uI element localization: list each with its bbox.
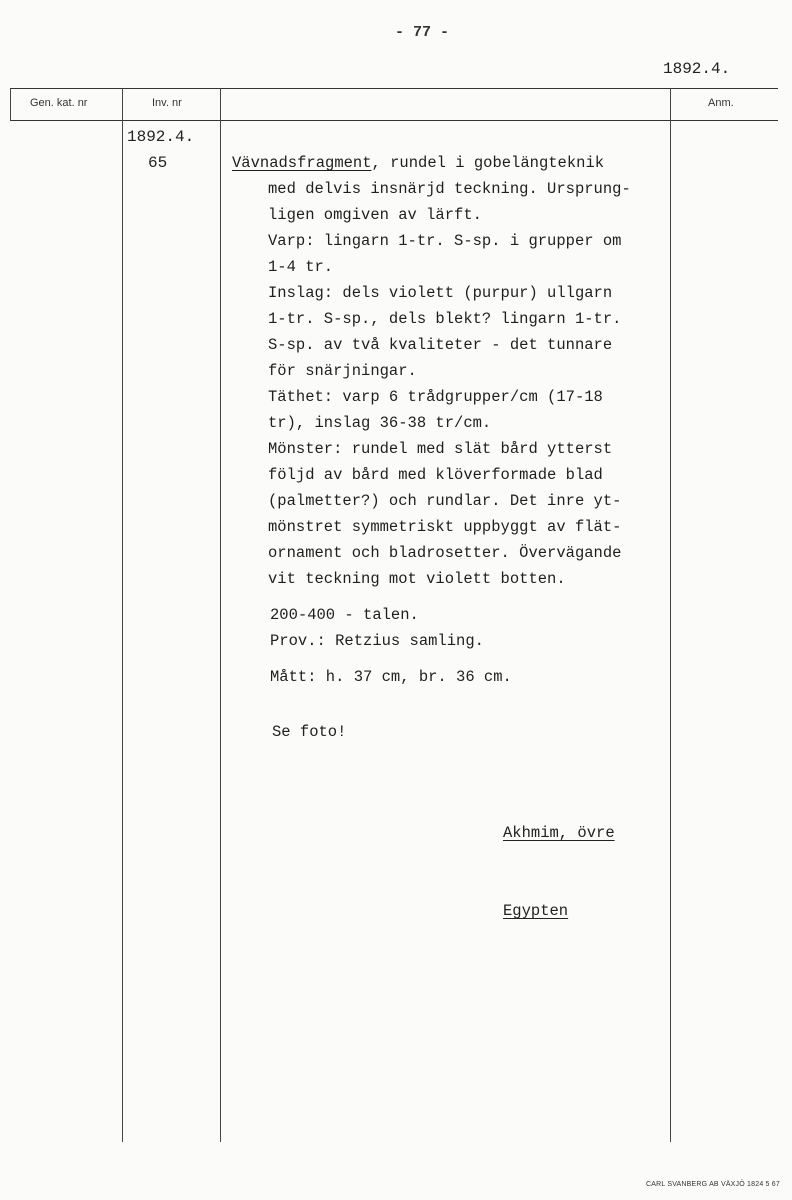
page-number: - 77 -	[395, 24, 450, 41]
description-title-line	[232, 150, 604, 176]
description-line: 1-tr. S-sp., dels blekt? lingarn 1-tr.	[268, 310, 622, 328]
description-line: tr), inslag 36-38 tr/cm.	[268, 414, 492, 432]
inventory-number	[127, 124, 194, 176]
inventory-item: 65	[148, 154, 168, 172]
location-line-1: Akhmim, övre	[503, 824, 615, 842]
description-line: Täthet: varp 6 trådgrupper/cm (17-18	[268, 388, 603, 406]
photo-note: Se foto!	[272, 723, 347, 741]
provenance: Prov.: Retzius samling.	[270, 632, 484, 650]
description-title: Vävnadsfragment	[232, 154, 372, 172]
printer-mark: CARL SVANBERG AB VÄXJÖ 1824 5 67	[645, 1181, 780, 1188]
table-header-border	[10, 120, 778, 121]
description-line: följd av bård med klöverformade blad	[268, 466, 603, 484]
description-line: (palmetter?) och rundlar. Det inre yt-	[268, 492, 622, 510]
period: 200-400 - talen.	[270, 606, 419, 624]
description-line: för snärjningar.	[268, 362, 417, 380]
description-line: mönstret symmetriskt uppbyggt av flät-	[268, 518, 622, 536]
top-reference: 1892.4.	[663, 60, 731, 78]
description-line: 1-4 tr.	[268, 258, 334, 276]
column-divider-2	[122, 88, 123, 1142]
location	[503, 768, 615, 950]
description-line: Mönster: rundel med slät bård ytterst	[268, 440, 613, 458]
description-line: med delvis insnärjd teckning. Ursprung-	[268, 180, 631, 198]
header-gen-kat-nr: Gen. kat. nr	[30, 97, 88, 109]
description-title-rest: , rundel i gobelängteknik	[371, 154, 605, 172]
description-line: ligen omgiven av lärft.	[268, 206, 482, 224]
header-inv-nr: Inv. nr	[152, 97, 182, 109]
header-anm: Anm.	[708, 97, 734, 109]
description-line: Inslag: dels violett (purpur) ullgarn	[268, 284, 613, 302]
column-divider-4	[670, 88, 671, 1142]
column-divider-3	[220, 88, 221, 1142]
column-divider-1	[10, 88, 11, 121]
description-line: Varp: lingarn 1-tr. S-sp. i grupper om	[268, 232, 622, 250]
inventory-series: 1892.4.	[127, 128, 195, 146]
description-line: S-sp. av två kvaliteter - det tunnare	[268, 336, 613, 354]
description-line: ornament och bladrosetter. Övervägande	[268, 544, 622, 562]
description-line: vit teckning mot violett botten.	[268, 570, 566, 588]
measurements: Mått: h. 37 cm, br. 36 cm.	[270, 668, 512, 686]
table-top-border	[10, 88, 778, 89]
location-line-2: Egypten	[503, 902, 569, 920]
